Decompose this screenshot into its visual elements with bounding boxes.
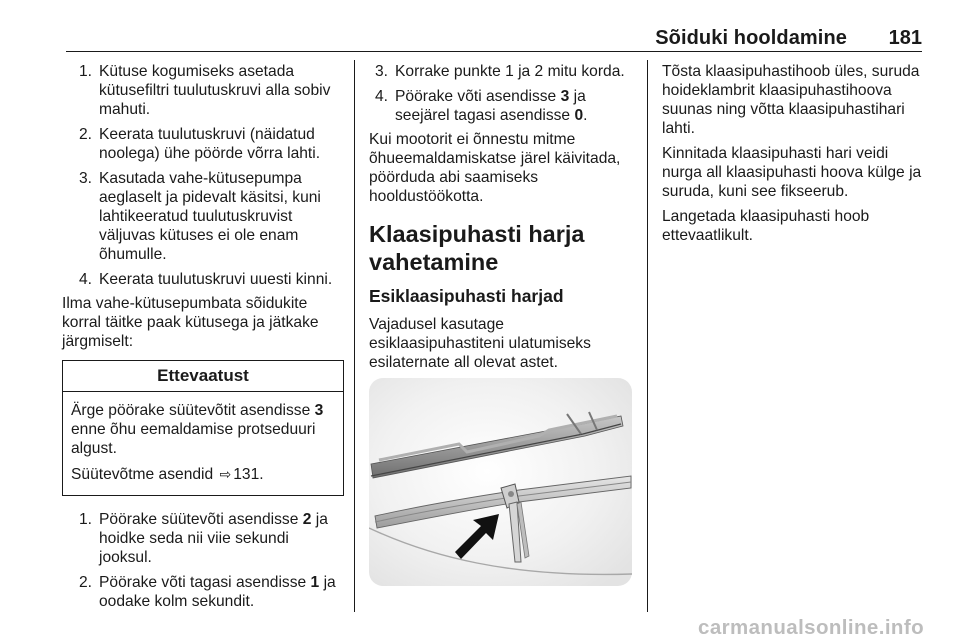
paragraph: Vajadusel kasutage esiklaasipuhastiteni ulatumiseks esilaternate all olevat astet. (369, 316, 591, 371)
paragraph: Kui mootorit ei õnnestu mitme õhueemaldamiskatse järel käivitada, pöörduda abi saamiseks hooldustöökotta. (369, 131, 621, 205)
reference-arrow-icon: ⇨ (219, 466, 232, 482)
paragraph: Ilma vahe-kütusepumbata sõidukite korral täitke paak kütusega ja jätkake järgmiselt: (62, 295, 319, 350)
list-item: 3. Kasutada vahe-kütusepumpa aeglaselt ja pidevalt käsitsi, kuni lahtikeeratud tuulutuskruvist väljuvas kütuses ei ole enam õhumulle. (79, 170, 321, 263)
paragraph: Tõsta klaasipuhastihoob üles, suruda hoideklambrit klaasipuhastihoova suunas ning võtta klaasipuhastihari lahti. (662, 63, 920, 137)
list-item: 2. Keerata tuulutuskruvi (näidatud noolega) ühe pöörde võrra lahti. (79, 126, 321, 162)
list-item: 4. Keerata tuulutuskruvi uuesti kinni. (79, 271, 333, 288)
steps-list-c (369, 62, 637, 125)
caution-reference: Süütevõtme asendid ⇨ 131. (71, 466, 264, 483)
steps-list-b (62, 510, 344, 611)
caution-box (62, 360, 344, 496)
caution-heading: Ettevaatust (63, 361, 343, 392)
column-1 (62, 62, 344, 617)
list-item: 4. Pöörake võti asendisse 3 ja seejärel tagasi asendisse 0. (375, 88, 588, 124)
paragraph: Kinnitada klaasipuhasti hari veidi nurga all klaasipuhasti hoova külge ja suruda, kuni see fikseerub. (662, 145, 922, 200)
column-divider (354, 60, 355, 612)
page-header (0, 0, 960, 52)
wiper-illustration (369, 378, 632, 586)
caution-body (63, 392, 343, 495)
watermark: carmanualsonline.info (698, 616, 924, 639)
list-item: 3. Korrake punkte 1 ja 2 mitu korda. (375, 63, 625, 80)
list-item: 1. Pöörake süütevõti asendisse 2 ja hoidke seda nii viie sekundi jooksul. (79, 511, 328, 566)
section-heading: Klaasipuhasti harja vahetamine (369, 221, 585, 275)
section-title: Sõiduki hooldamine (655, 27, 847, 49)
list-item: 2. Pöörake võti tagasi asendisse 1 ja oodake kolm sekundit. (79, 574, 336, 610)
wiper-arm-image (369, 378, 632, 586)
paragraph: Langetada klaasipuhasti hoob ettevaatlikult. (662, 208, 870, 244)
caution-text: Ärge pöörake süütevõtit asendisse 3 enne õhu eemaldamise protseduuri algust. (71, 402, 324, 457)
column-3 (662, 62, 930, 251)
column-divider (647, 60, 648, 612)
steps-list-a (62, 62, 344, 289)
header-rule (66, 51, 922, 52)
page-number: 181 (888, 27, 922, 49)
subsection-heading: Esiklaasipuhasti harjad (369, 286, 564, 306)
column-2 (369, 62, 637, 378)
list-item: 1. Kütuse kogumiseks asetada kütusefiltri tuulutuskruvi alla sobiv mahuti. (79, 63, 331, 118)
